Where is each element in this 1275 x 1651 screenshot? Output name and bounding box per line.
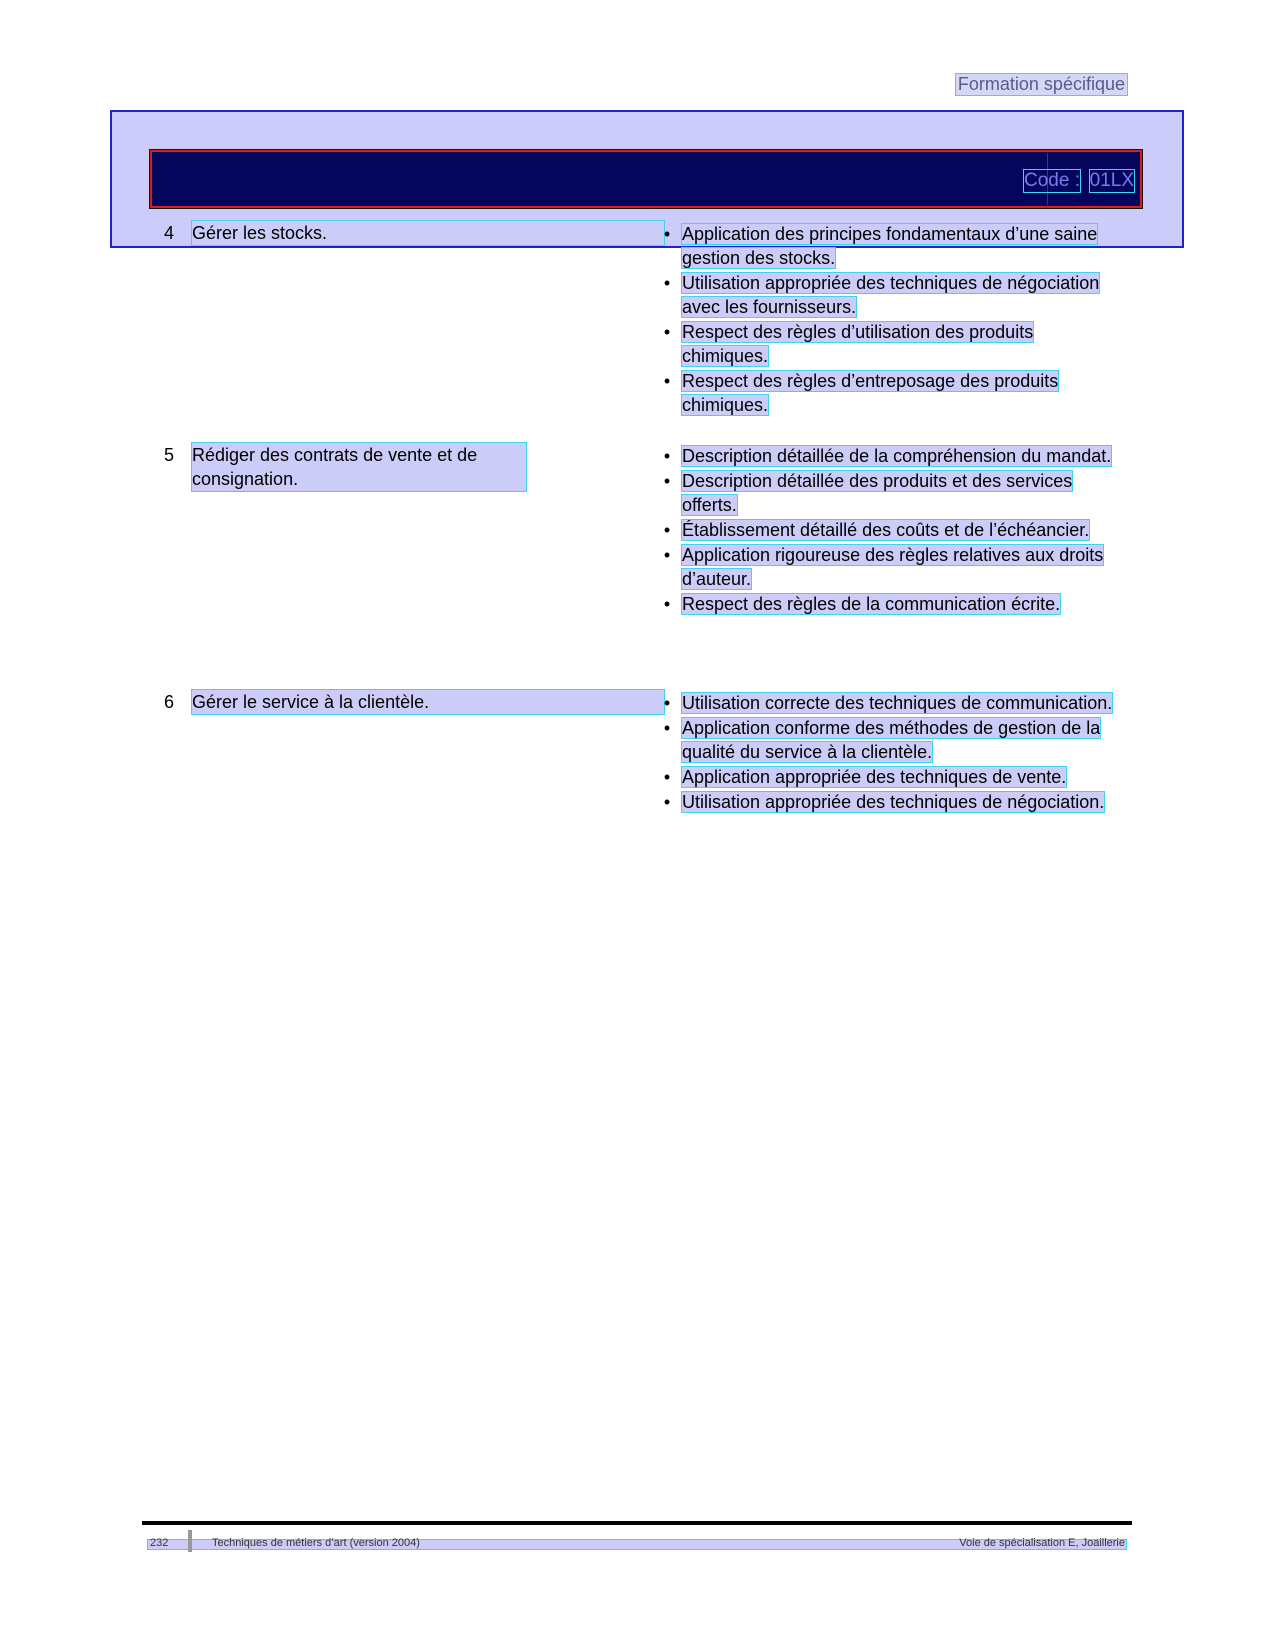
banner-title-bar — [150, 150, 1142, 208]
criteria-list — [662, 222, 1122, 418]
criteria-list — [662, 444, 1122, 617]
code-label: Code : — [1024, 170, 1080, 191]
criterion-item: • Respect des règles d’utilisation des produits chimiques. — [662, 320, 1122, 368]
bullet-icon: • — [663, 273, 671, 293]
criterion-item: • Utilisation appropriée des techniques de négociation avec les fournisseurs. — [662, 271, 1122, 319]
criterion-item: • Respect des règles d’entreposage des produits chimiques. — [662, 369, 1122, 417]
criterion-item: • Description détaillée des produits et des services offerts. — [662, 469, 1122, 517]
competency-row — [164, 221, 664, 245]
section-header: Formation spécifique — [957, 74, 1125, 94]
bullet-icon: • — [663, 446, 671, 466]
criteria-list — [662, 691, 1122, 815]
criterion-item: • Application conforme des méthodes de gestion de la qualité du service à la clientèle. — [662, 716, 1122, 764]
bullet-icon: • — [663, 322, 671, 342]
criterion-item: • Respect des règles de la communication écrite. — [662, 592, 1122, 616]
footer-divider — [188, 1530, 192, 1552]
competency-number: 5 — [164, 445, 175, 465]
bullet-icon: • — [663, 545, 671, 565]
competency-row — [164, 443, 526, 491]
criterion-item: • Établissement détaillé des coûts et de l’échéancier. — [662, 518, 1122, 542]
competency-number: 6 — [164, 692, 175, 712]
bullet-icon: • — [663, 471, 671, 491]
competency-number: 4 — [164, 223, 175, 243]
criterion-item: • Application rigoureuse des règles relatives aux droits d’auteur. — [662, 543, 1122, 591]
bullet-icon: • — [663, 371, 671, 391]
criterion-item: • Utilisation correcte des techniques de communication. — [662, 691, 1122, 715]
footer-document-title: Techniques de métiers d’art (version 2004) — [212, 1537, 420, 1549]
bullet-icon: • — [663, 792, 671, 812]
criterion-item: • Utilisation appropriée des techniques de négociation. — [662, 790, 1122, 814]
competency-text: Gérer le service à la clientèle. — [192, 690, 664, 714]
footer-specialization: Voie de spécialisation E, Joaillerie — [959, 1537, 1125, 1549]
bullet-icon: • — [663, 767, 671, 787]
bullet-icon: • — [663, 520, 671, 540]
competency-text: Rédiger des contrats de vente et de consignation. — [192, 443, 526, 491]
bullet-icon: • — [663, 594, 671, 614]
footer-page-number: 232 — [150, 1537, 169, 1549]
code-value: 01LX — [1089, 170, 1134, 191]
criterion-item: • Application des principes fondamentaux d’une saine gestion des stocks. — [662, 222, 1122, 270]
bullet-icon: • — [663, 718, 671, 738]
bullet-icon: • — [663, 693, 671, 713]
competency-text: Gérer les stocks. — [192, 221, 664, 245]
criterion-item: • Application appropriée des techniques de vente. — [662, 765, 1122, 789]
criterion-item: • Description détaillée de la compréhension du mandat. — [662, 444, 1122, 468]
footer-rule — [142, 1521, 1132, 1525]
competency-row — [164, 690, 664, 714]
bullet-icon: • — [663, 224, 671, 244]
